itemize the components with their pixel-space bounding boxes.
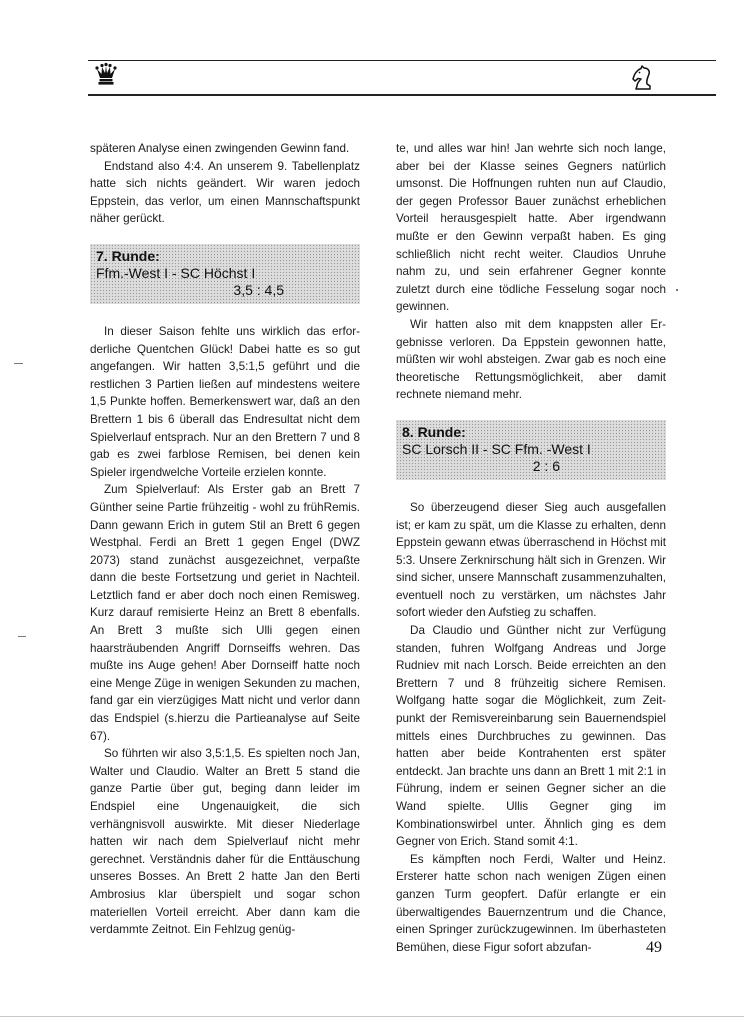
paragraph: späteren Analyse einen zwingenden Gewinn fand. [90,142,350,155]
paragraph: Wir hatten also mit dem knappsten aller Ergebnisse verloren. Da Eppstein gewonnen hatte, müßten wir wohl absteigen. Zwar gab es noch eine theoretische Rettungsmöglichkeit, aber damit rechnete niemand mehr. [396,317,666,402]
paragraph: Zum Spielverlauf: Als Erster gab an Brett 7 Günther seine Partie frühzeitig - wohl zu frühRemis. Dann gewann Erich in gutem Stil an Brett 6 gegen Westphal. Ferdi an Brett 1 gegen Engel (DWZ 2073) stand zunächst ausgezeichnet, verpaßte dann die beste Fortsetzung und geriet in Nachteil. Letztlich fand er aber doch noch einen Remisweg. Kurz darauf remisierte Heinz an Brett 8 ebenfalls. An Brett 3 mußte sich Ulli gegen einen haarsträubenden Angriff Dornseiffs wehren. Das mußte ins Auge gehen! Aber Dornseiff hatte noch eine Menge Züge in wenigen Sekunden zu machen, fand gar ein vierzügiges Matt nicht und verlor dann das Endspiel (s.hierzu die Partieanalyse auf Seite 67). [90,483,360,743]
round-7-box [90,244,360,304]
paragraph: Da Claudio und Günther nicht zur Verfügung standen, fuhren Wolfgang Andreas und Jorge Rudniev mit nach Lorsch. Beide erreichten an den Brettern 7 und 8 frühzeitig sichere Remisen. Wolfgang hatte sogar die Möglichkeit, zum Zeitpunkt der Remisvereinbarung sein Bauernendspiel mittels eines Durchbruches zu gewinnen. Das hatten aber beide Kontrahenten erst später entdeckt. Jan brachte uns dann an Brett 1 mit 2:1 in Führung, indem er seinen Gegner sicher an die Wand spielte. Ullis Gegner ging im Kombinationswirbel unter. Ähnlich ging es dem Gegner von Erich. Stand somit 4:1. [396,624,666,849]
round-match: SC Lorsch II - SC Ffm. -West I [402,440,591,457]
right-column [396,140,666,956]
scan-mark [676,289,678,291]
paragraph: Endstand also 4:4. An unserem 9. Tabellenplatz hatte sich nichts geändert. Wir waren jedoch Eppstein, das verlor, um einen Mannschaftspunkt näher gerückt. [90,159,360,226]
round-8-box [396,420,666,480]
scan-edge [0,1016,744,1017]
paragraph: In dieser Saison fehlte uns wirklich das erforderliche Quentchen Glück! Dabei hatte es so gut angefangen. Wir hatten 3,5:1,5 geführt und die restlichen 3 Partien ließen auf mindestens weitere 1,5 Punkte hoffen. Bemerkenswert war, daß an den Brettern 1 bis 6 überall das Endresultat nicht dem Spielverlauf entsprach. Nur an den Brettern 7 und 8 gab es zwei farblose Remisen, bei denen kein Spieler irgendwelche Vorteile erzielen konnte. [90,324,360,479]
round-match: Ffm.-West I - SC Höchst I [96,264,256,281]
paragraph: So führten wir also 3,5:1,5. Es spielten noch Jan, Walter und Claudio. Walter an Brett 5 stand die ganze Partie über gut, beging dann leider im Endspiel eine Ungenauigkeit, die sich verhängnisvoll auswirkte. Mit dieser Niederlage hatten wir nach dem Spielverlauf nicht mehr gerechnet. Verständnis daher für die Enttäuschung unseres Bosses. An Brett 2 hatte Jan den Berti Ambrosius klar überspielt und sogar schon materiellen Vorteil erreicht. Aber dann kam die verdammte Zeitnot. Ein Fehlzug genüg- [90,747,360,937]
paragraph: So überzeugend dieser Sieg auch ausgefallen ist; er kam zu spät, um die Klasse zu erhalten, denn Eppstein gewann etwas überraschend in Höchst mit 5:3. Unsere Zerknirschung hält sich in Grenzen. Wir sind sicher, unsere Mannschaft zusammenzuhalten, eventuell noch zu verstärken, um nächstes Jahr sofort wieder den Aufstieg zu schaffen. [396,500,666,620]
paragraph: te, und alles war hin! Jan wehrte sich noch lange, aber bei der Klasse seines Gegners natürlich umsonst. Die Hoffnungen ruhten nun auf Claudio, der gegen Professor Bauer zunächst erheblichen Vorteil herausgespielt hatte. Aber irgendwann mußte er den Gewinn verpaßt haben. Es ging schließlich nicht recht weiter. Claudios Unruhe nahm zu, und sein erfahrener Gegner konnte zuletzt durch eine tödliche Fesselung sogar noch gewinnen. [396,142,666,314]
scan-mark [18,636,26,637]
round-score: 3,5 : 4,5 [233,281,284,298]
left-column [90,140,360,939]
queen-icon [94,62,118,86]
knight-icon [630,65,656,91]
page-number: 49 [646,939,662,956]
paragraph: Es kämpften noch Ferdi, Walter und Heinz. Ersterer hatte schon nach wenigen Zügen einen ganzen Turm geopfert. Dafür erlangte er ein überwaltigendes Bauernzentrum und die Chance, einen Springer zurückzugewinnen. Im überhasteten Bemühen, diese Figur sofort abzufan- [396,852,666,954]
round-score: 2 : 6 [532,457,560,474]
header-rule-top [88,60,716,61]
header-rule-bottom [88,94,716,96]
round-title: 8. Runde: [402,423,466,440]
scan-mark [14,363,23,364]
round-title: 7. Runde: [96,247,160,264]
